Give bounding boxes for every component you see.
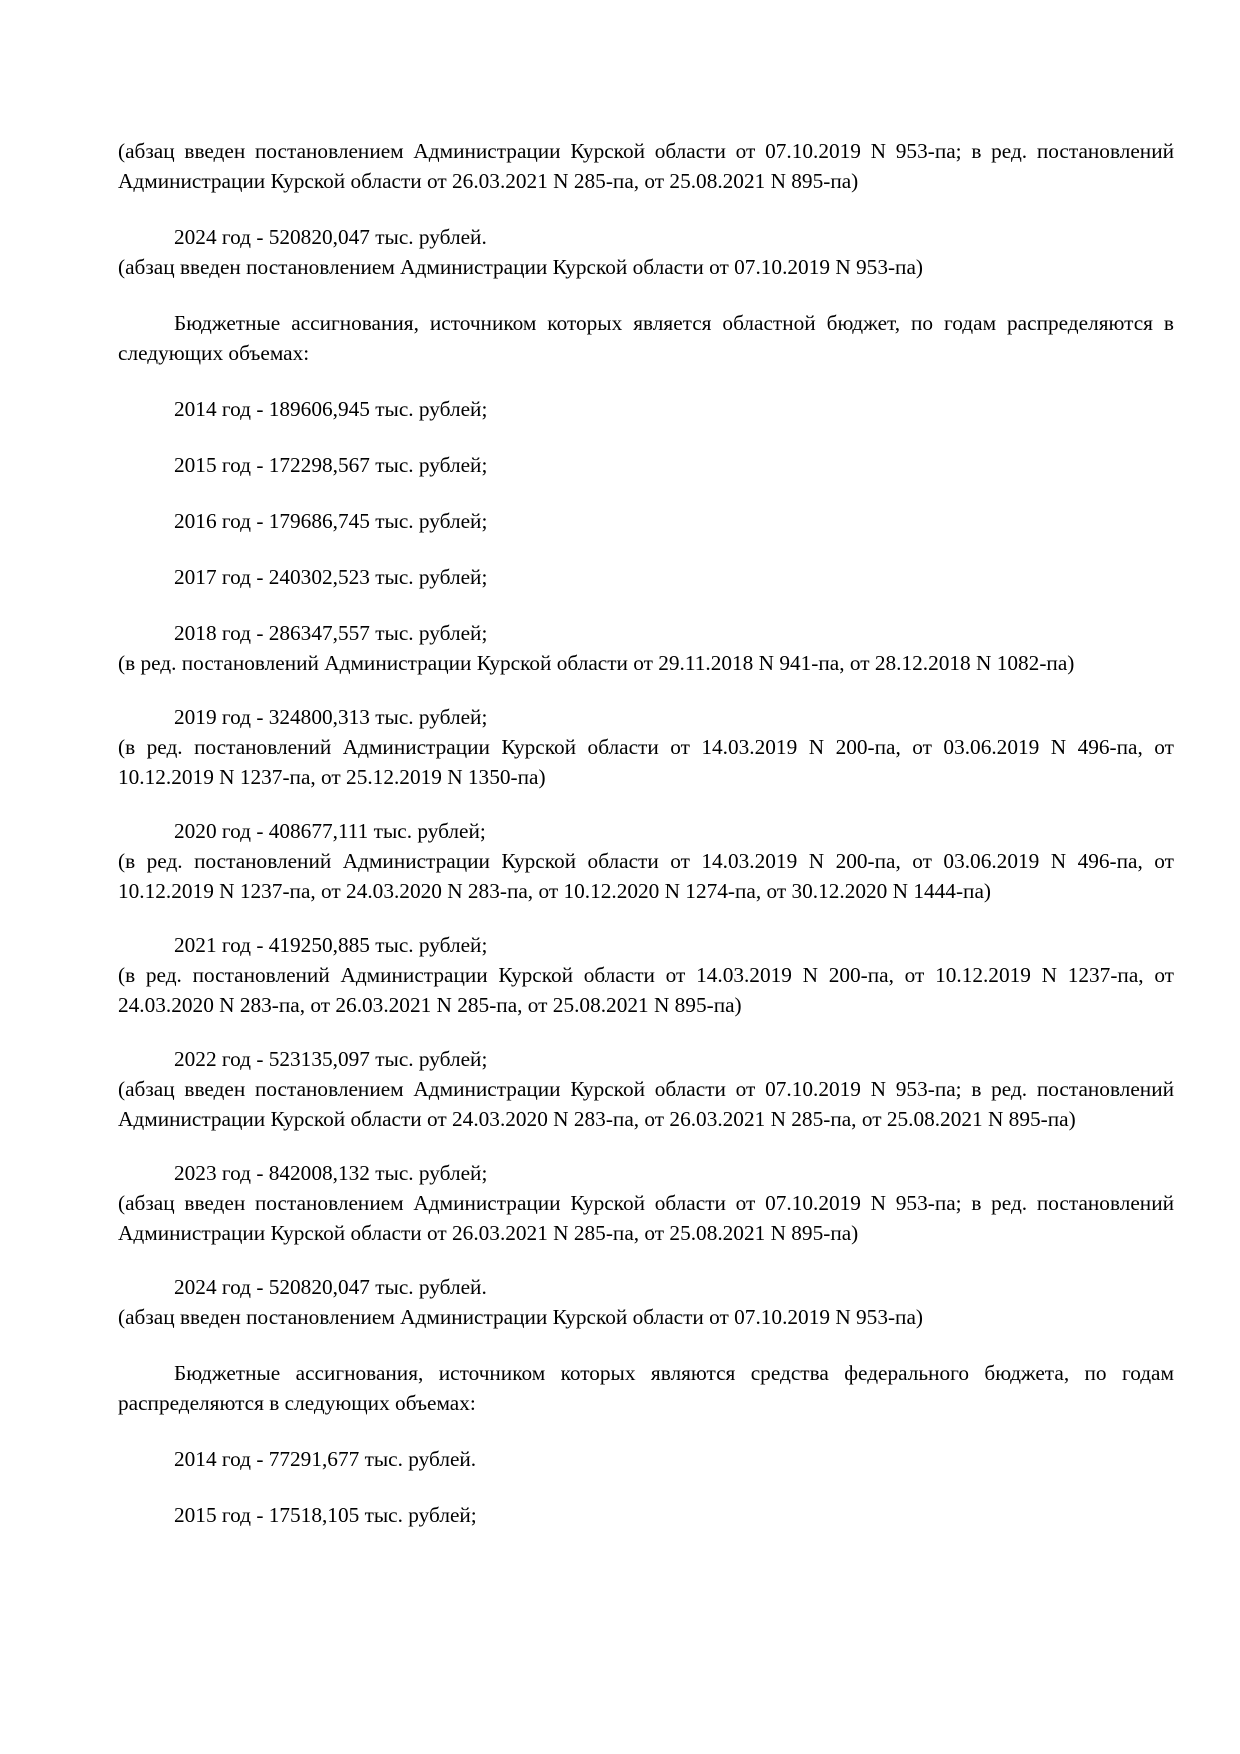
year-entry-2017: 2017 год - 240302,523 тыс. рублей; [174,565,488,589]
regional-budget-paragraph: Бюджетные ассигнования, источником которых является областной бюджет, по годам распределяются в следующих объемах: [118,311,1174,365]
federal-year-entry-2015: 2015 год - 17518,105 тыс. рублей; [174,1503,477,1527]
amendment-note: (в ред. постановлений Администрации Курской области от 29.11.2018 N 941-па, от 28.12.2018 N 1082-па) [118,651,1075,675]
federal-year-entry-2014: 2014 год - 77291,677 тыс. рублей. [174,1447,477,1471]
year-entry-2018: 2018 год - 286347,557 тыс. рублей; [174,621,488,645]
amendment-note: (абзац введен постановлением Администрации Курской области от 07.10.2019 N 953-па) [118,1305,923,1329]
amendment-note: (в ред. постановлений Администрации Курской области от 14.03.2019 N 200-па, от 10.12.2019 N 1237-па, от 24.03.2020 N 283-па, от 26.03.2021 N 285-па, от 25.08.2021 N 895-па) [118,963,1174,1017]
federal-budget-paragraph: Бюджетные ассигнования, источником которых являются средства федерального бюджета, по годам распределяются в следующих объемах: [118,1361,1174,1415]
amendment-note: (в ред. постановлений Администрации Курской области от 14.03.2019 N 200-па, от 03.06.2019 N 496-па, от 10.12.2019 N 1237-па, от 25.12.2019 N 1350-па) [118,735,1174,789]
year-entry-2014: 2014 год - 189606,945 тыс. рублей; [174,397,488,421]
amendment-note: (в ред. постановлений Администрации Курской области от 14.03.2019 N 200-па, от 03.06.2019 N 496-па, от 10.12.2019 N 1237-па, от 24.03.2020 N 283-па, от 10.12.2020 N 1274-па, от 30.12.2020 N 1444-па) [118,849,1174,903]
amendment-note: (абзац введен постановлением Администрации Курской области от 07.10.2019 N 953-па; в ред. постановлений Администрации Курской области от 24.03.2020 N 283-па, от 26.03.2021 N 285-па, от 25.08.2021 N 895-па) [118,1077,1174,1131]
amendment-note: (абзац введен постановлением Администрации Курской области от 07.10.2019 N 953-па; в ред. постановлений Администрации Курской области от 26.03.2021 N 285-па, от 25.08.2021 N 895-па) [118,139,1174,193]
year-entry-2016: 2016 год - 179686,745 тыс. рублей; [174,509,488,533]
year-entry-2024: 2024 год - 520820,047 тыс. рублей. [174,1275,487,1299]
year-entry-2015: 2015 год - 172298,567 тыс. рублей; [174,453,488,477]
amendment-note: (абзац введен постановлением Администрации Курской области от 07.10.2019 N 953-па; в ред. постановлений Администрации Курской области от 26.03.2021 N 285-па, от 25.08.2021 N 895-па) [118,1191,1174,1245]
year-entry-2020: 2020 год - 408677,111 тыс. рублей; [174,819,486,843]
year-entry-2024: 2024 год - 520820,047 тыс. рублей. [174,225,487,249]
document-page [118,136,1174,1530]
year-entry-2021: 2021 год - 419250,885 тыс. рублей; [174,933,488,957]
amendment-note: (абзац введен постановлением Администрации Курской области от 07.10.2019 N 953-па) [118,255,923,279]
year-entry-2022: 2022 год - 523135,097 тыс. рублей; [174,1047,488,1071]
year-entry-2023: 2023 год - 842008,132 тыс. рублей; [174,1161,488,1185]
year-entry-2019: 2019 год - 324800,313 тыс. рублей; [174,705,488,729]
